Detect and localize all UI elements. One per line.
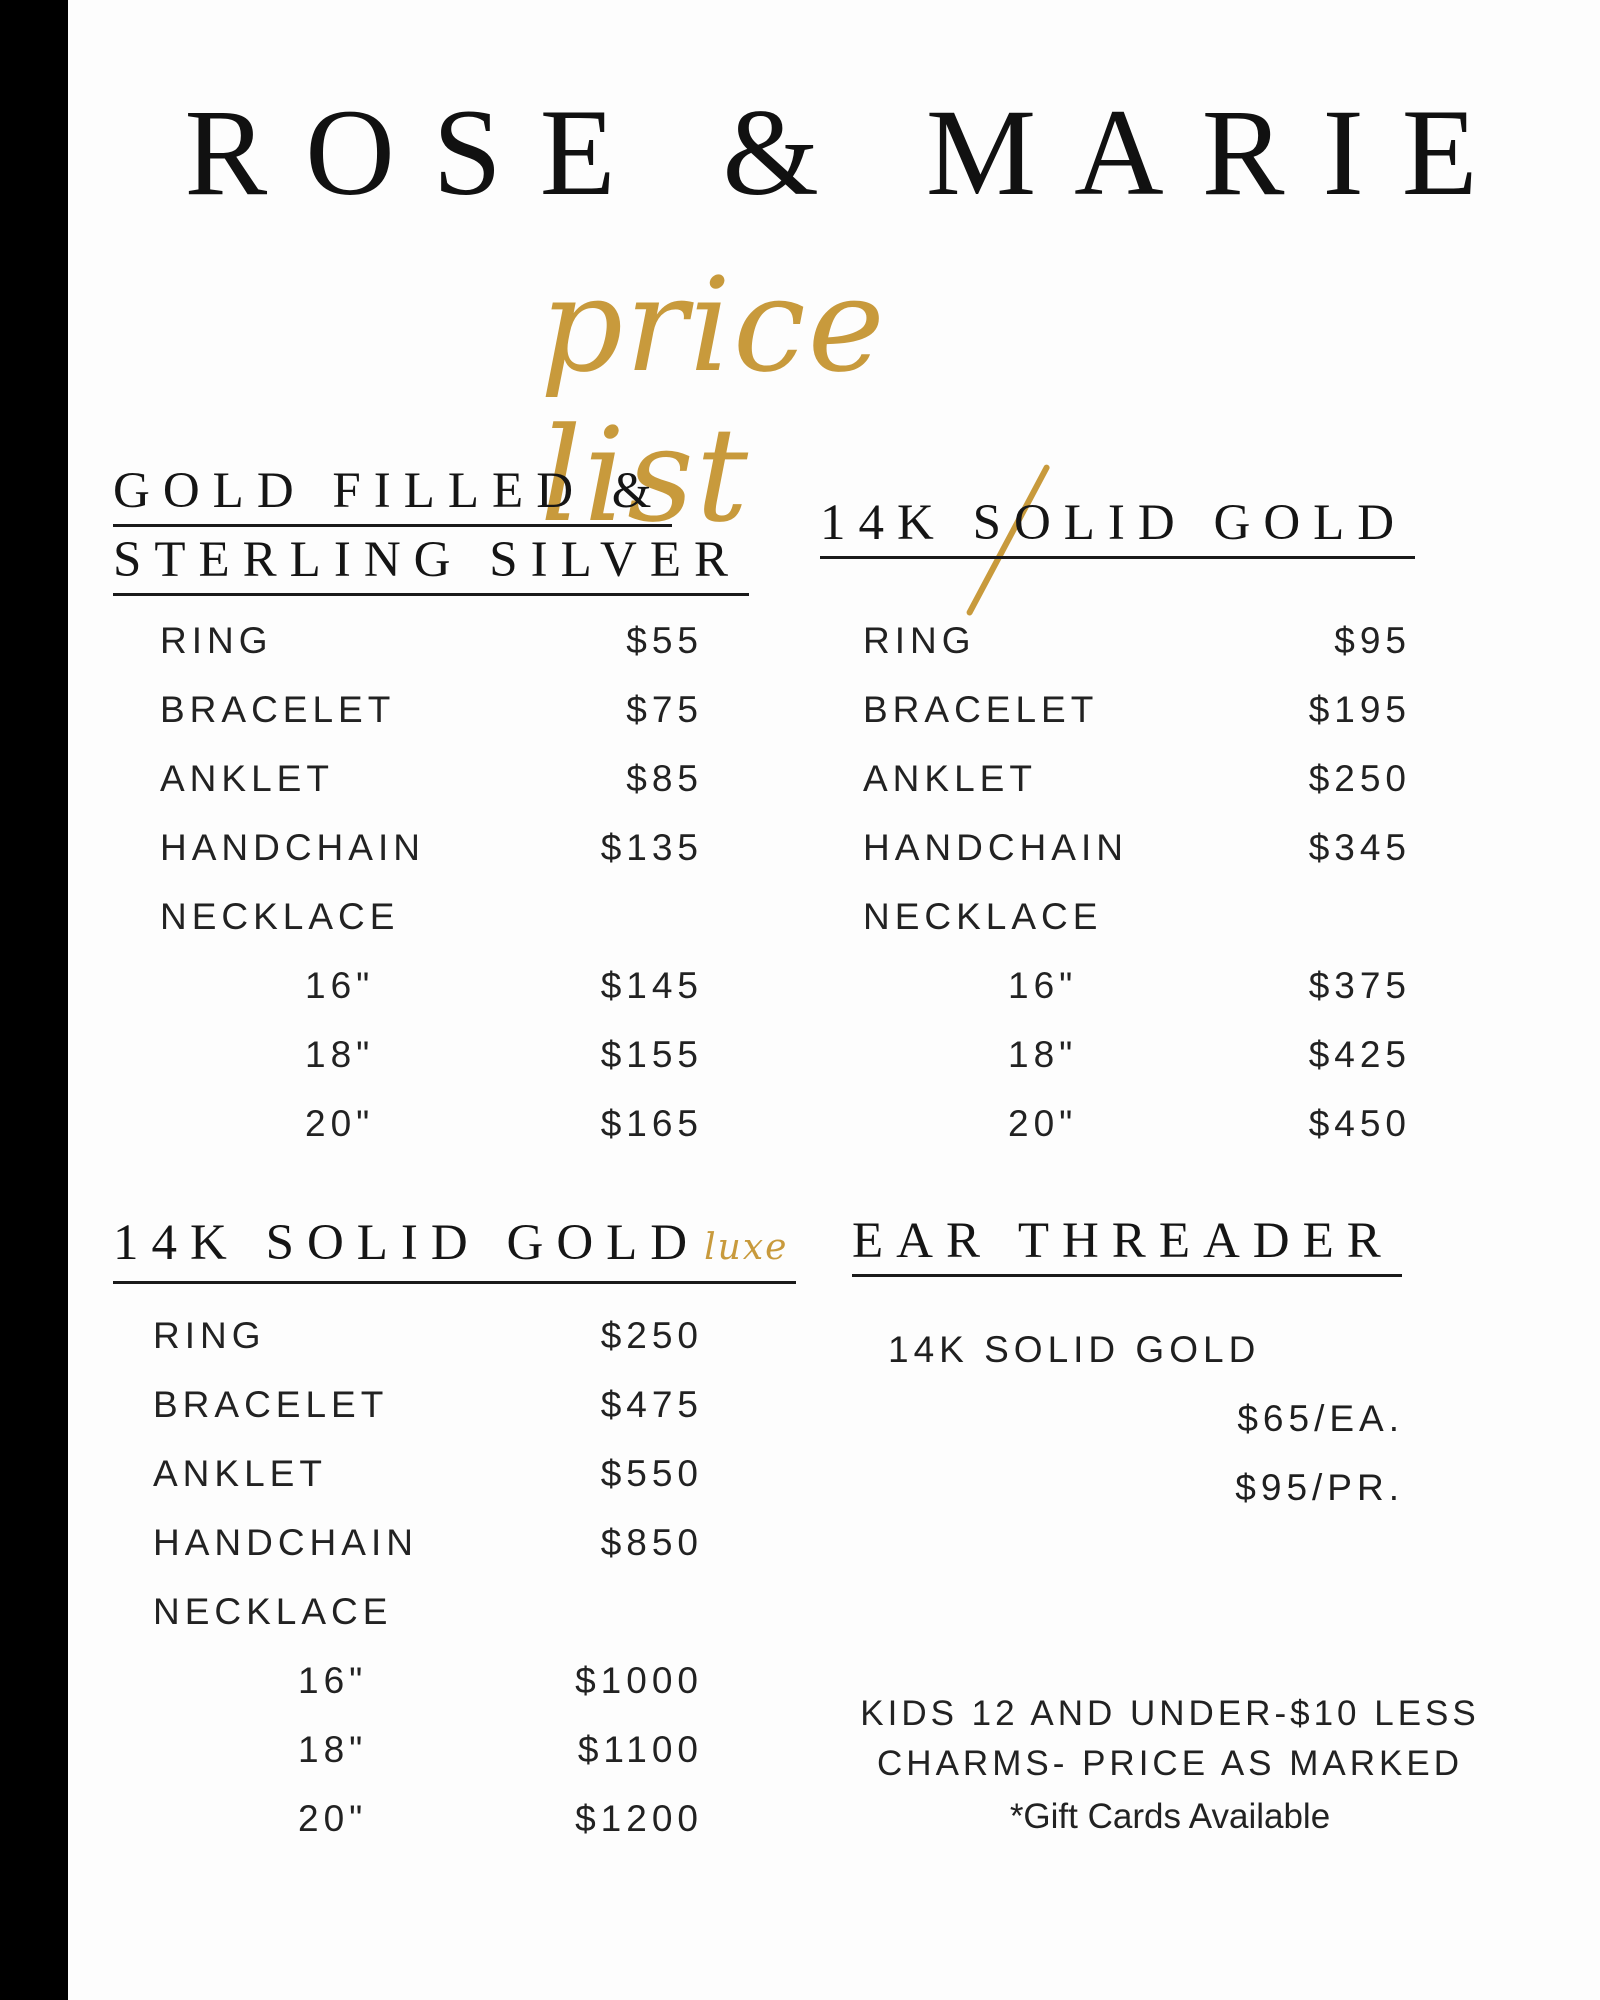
heading-line-1: GOLD FILLED &	[113, 458, 672, 527]
item-name: HANDCHAIN	[863, 827, 1128, 868]
item-name: 16"	[1008, 965, 1078, 1006]
item-name: RING	[863, 620, 976, 661]
price-row	[160, 744, 703, 813]
ear-threader-price-each: $65/EA.	[1237, 1398, 1404, 1439]
item-name: 18"	[298, 1729, 368, 1770]
heading-title: 14K SOLID GOLD	[820, 490, 1415, 559]
price-row	[153, 1508, 703, 1577]
item-name: 20"	[305, 1103, 375, 1144]
item-price: $1000	[575, 1660, 703, 1701]
item-name: HANDCHAIN	[153, 1522, 418, 1563]
note-gift-cards: *Gift Cards Available	[1009, 1797, 1331, 1836]
item-price: $55	[626, 620, 703, 661]
heading-line-2: STERLING SILVER	[113, 527, 749, 596]
price-row	[160, 951, 703, 1020]
item-price: $1100	[577, 1729, 703, 1770]
price-row	[153, 1715, 703, 1784]
heading-gold-filled	[113, 458, 749, 596]
item-name: ANKLET	[160, 758, 334, 799]
item-name: RING	[153, 1315, 266, 1356]
item-price: $375	[1308, 965, 1411, 1006]
heading-ear-threader	[852, 1208, 1402, 1277]
item-name: 20"	[1008, 1103, 1078, 1144]
item-price: $250	[600, 1315, 703, 1356]
item-name: NECKLACE	[160, 896, 400, 937]
item-price: $450	[1308, 1103, 1411, 1144]
note-kids: KIDS 12 AND UNDER-$10 LESS	[860, 1694, 1480, 1733]
luxe-script: luxe	[704, 1227, 789, 1268]
item-price: $195	[1308, 689, 1411, 730]
price-row	[863, 1089, 1411, 1158]
item-price: $165	[600, 1103, 703, 1144]
item-price: $75	[626, 689, 703, 730]
item-price: $425	[1308, 1034, 1411, 1075]
luxe-price-list	[153, 1301, 703, 1853]
price-row	[863, 606, 1411, 675]
luxe-heading-text: 14K SOLID GOLD	[113, 1215, 701, 1271]
price-row	[863, 882, 1411, 951]
price-row	[863, 951, 1411, 1020]
heading-14k-solid-gold-luxe	[113, 1210, 796, 1284]
item-price: $850	[600, 1522, 703, 1563]
price-row	[863, 813, 1411, 882]
item-price: $145	[600, 965, 703, 1006]
item-price: $135	[600, 827, 703, 868]
item-price: $155	[600, 1034, 703, 1075]
price-row	[863, 744, 1411, 813]
item-name: ANKLET	[153, 1453, 327, 1494]
price-row	[153, 1784, 703, 1853]
item-name: RING	[160, 620, 273, 661]
price-row	[153, 1646, 703, 1715]
item-name: NECKLACE	[863, 896, 1103, 937]
price-row	[153, 1370, 703, 1439]
ear-threader-subtitle: 14K SOLID GOLD	[888, 1329, 1261, 1370]
item-price: $85	[626, 758, 703, 799]
item-price: $345	[1308, 827, 1411, 868]
item-price: $475	[600, 1384, 703, 1425]
price-row	[160, 882, 703, 951]
item-name: NECKLACE	[153, 1591, 393, 1632]
script-title-text: price list	[540, 249, 887, 551]
item-name: ANKLET	[863, 758, 1037, 799]
price-row	[153, 1577, 703, 1646]
heading-title	[113, 1210, 796, 1284]
left-black-bar	[0, 0, 68, 2000]
price-row	[160, 606, 703, 675]
item-name: 16"	[305, 965, 375, 1006]
item-price: $550	[600, 1453, 703, 1494]
item-name: HANDCHAIN	[160, 827, 425, 868]
item-name: BRACELET	[153, 1384, 389, 1425]
price-row	[160, 813, 703, 882]
price-row	[160, 1089, 703, 1158]
price-row	[160, 675, 703, 744]
price-row	[863, 1020, 1411, 1089]
heading-title: EAR THREADER	[852, 1208, 1402, 1277]
item-name: BRACELET	[160, 689, 396, 730]
item-price: $95	[1334, 620, 1411, 661]
item-name: BRACELET	[863, 689, 1099, 730]
ear-threader-price-pair: $95/PR.	[1235, 1467, 1404, 1508]
brand-title: ROSE & MARIE	[184, 84, 1516, 221]
price-row	[153, 1439, 703, 1508]
gold-filled-price-list	[160, 606, 703, 1158]
item-price: $250	[1308, 758, 1411, 799]
heading-14k-solid-gold	[820, 490, 1415, 559]
item-name: 16"	[298, 1660, 368, 1701]
price-row	[160, 1020, 703, 1089]
item-price: $1200	[575, 1798, 703, 1839]
price-row	[153, 1301, 703, 1370]
price-row	[863, 675, 1411, 744]
note-charms: CHARMS- PRICE AS MARKED	[877, 1744, 1463, 1783]
solid-gold-price-list	[863, 606, 1411, 1158]
item-name: 20"	[298, 1798, 368, 1839]
item-name: 18"	[1008, 1034, 1078, 1075]
item-name: 18"	[305, 1034, 375, 1075]
